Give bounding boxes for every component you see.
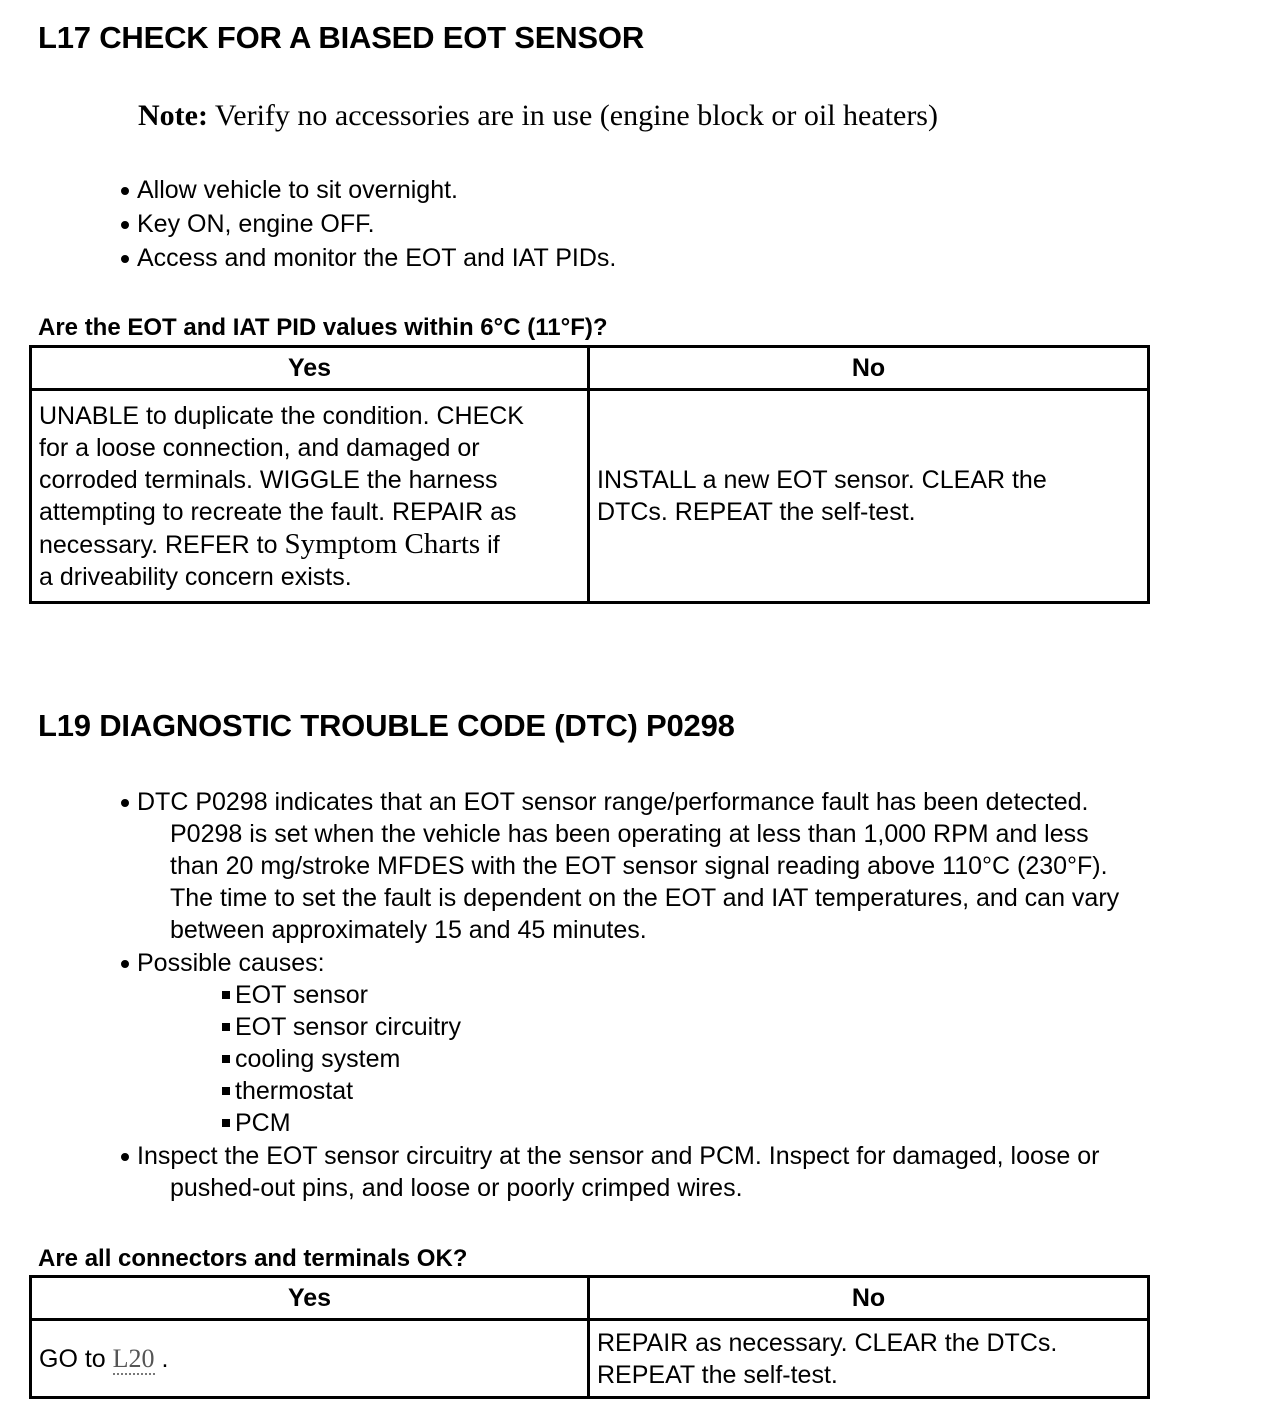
l19-no-line-2: REPEAT the self-test. xyxy=(597,1360,838,1389)
l19-bullet-3-cont-1: pushed-out pins, and loose or poorly crimped wires. xyxy=(170,1174,743,1202)
note-label: Note: xyxy=(138,99,208,132)
l20-link[interactable]: L20 xyxy=(112,1343,155,1373)
cause-item-3: cooling system xyxy=(118,1043,1119,1075)
l19-bullet-1-cont-4: between approximately 15 and 45 minutes. xyxy=(170,916,647,944)
l19-bullet-list xyxy=(118,786,1119,1204)
l19-yes-cell xyxy=(31,1320,589,1398)
note-text: Verify no accessories are in use (engine block or oil heaters) xyxy=(207,99,938,132)
symptom-charts-link[interactable]: Symptom Charts xyxy=(284,527,481,560)
l17-no-cell xyxy=(589,390,1149,603)
l17-table-header-row xyxy=(31,347,1149,390)
l19-bullet-3 xyxy=(118,1140,1119,1172)
l19-no-line-1: REPAIR as necessary. CLEAR the DTCs. xyxy=(597,1328,1058,1357)
section-title-l19: L19 DIAGNOSTIC TROUBLE CODE (DTC) P0298 xyxy=(38,708,735,743)
l19-no-cell xyxy=(589,1320,1149,1398)
l17-decision-table xyxy=(29,345,1150,604)
l19-bullet-1-cont-1: P0298 is set when the vehicle has been operating at less than 1,000 RPM and less xyxy=(170,820,1089,848)
cause-item-1: EOT sensor xyxy=(118,979,1119,1011)
l17-question: Are the EOT and IAT PID values within 6°C (11°F)? xyxy=(38,314,608,341)
cause-item-2: EOT sensor circuitry xyxy=(118,1011,1119,1043)
note-line xyxy=(138,97,938,135)
l17-yes-line-5-post: if xyxy=(480,530,500,559)
l19-table-body-row xyxy=(31,1320,1149,1398)
l17-yes-line-1: UNABLE to duplicate the condition. CHECK xyxy=(39,401,524,430)
l19-yes-post: . xyxy=(154,1344,169,1373)
l17-bullet-3: Access and monitor the EOT and IAT PIDs. xyxy=(118,242,616,274)
l17-bullet-list xyxy=(118,174,616,274)
l19-yes-pre: GO to xyxy=(39,1344,113,1373)
l19-bullet-1-cont-2: than 20 mg/stroke MFDES with the EOT sensor signal reading above 110°C (230°F). xyxy=(170,852,1108,880)
l19-table-header-row xyxy=(31,1277,1149,1320)
l19-no-header: No xyxy=(589,1277,1149,1320)
l19-question: Are all connectors and terminals OK? xyxy=(38,1245,468,1272)
l19-bullet-3-text: Inspect the EOT sensor circuitry at the sensor and PCM. Inspect for damaged, loose or xyxy=(137,1142,1100,1170)
l17-bullet-1: Allow vehicle to sit overnight. xyxy=(118,174,616,206)
l17-no-header: No xyxy=(589,347,1149,390)
l17-yes-line-3: corroded terminals. WIGGLE the harness xyxy=(39,465,498,494)
l17-bullet-2: Key ON, engine OFF. xyxy=(118,208,616,240)
l17-table-body-row xyxy=(31,390,1149,603)
l17-yes-line-4: attempting to recreate the fault. REPAIR as xyxy=(39,497,517,526)
l19-bullet-1-cont-3: The time to set the fault is dependent on the EOT and IAT temperatures, and can vary xyxy=(170,884,1120,912)
l19-decision-table xyxy=(29,1275,1150,1399)
l19-yes-header: Yes xyxy=(31,1277,589,1320)
cause-item-5: PCM xyxy=(118,1107,1119,1139)
l19-bullet-1 xyxy=(118,786,1119,818)
l19-bullet-1-text: DTC P0298 indicates that an EOT sensor range/performance fault has been detected. xyxy=(137,788,1089,816)
l17-yes-cell xyxy=(31,390,589,603)
l17-yes-line-5 xyxy=(39,528,580,561)
l17-no-line-1: INSTALL a new EOT sensor. CLEAR the xyxy=(597,466,1047,494)
l17-no-line-2: DTCs. REPEAT the self-test. xyxy=(597,498,916,526)
cause-item-4: thermostat xyxy=(118,1075,1119,1107)
l19-bullet-2: Possible causes: xyxy=(118,947,1119,979)
section-title-l17: L17 CHECK FOR A BIASED EOT SENSOR xyxy=(38,20,645,55)
l17-yes-line-5-pre: necessary. REFER to xyxy=(39,530,285,559)
l17-yes-line-2: for a loose connection, and damaged or xyxy=(39,433,480,462)
l17-yes-line-6: a driveability concern exists. xyxy=(39,562,352,591)
l17-yes-header: Yes xyxy=(31,347,589,390)
